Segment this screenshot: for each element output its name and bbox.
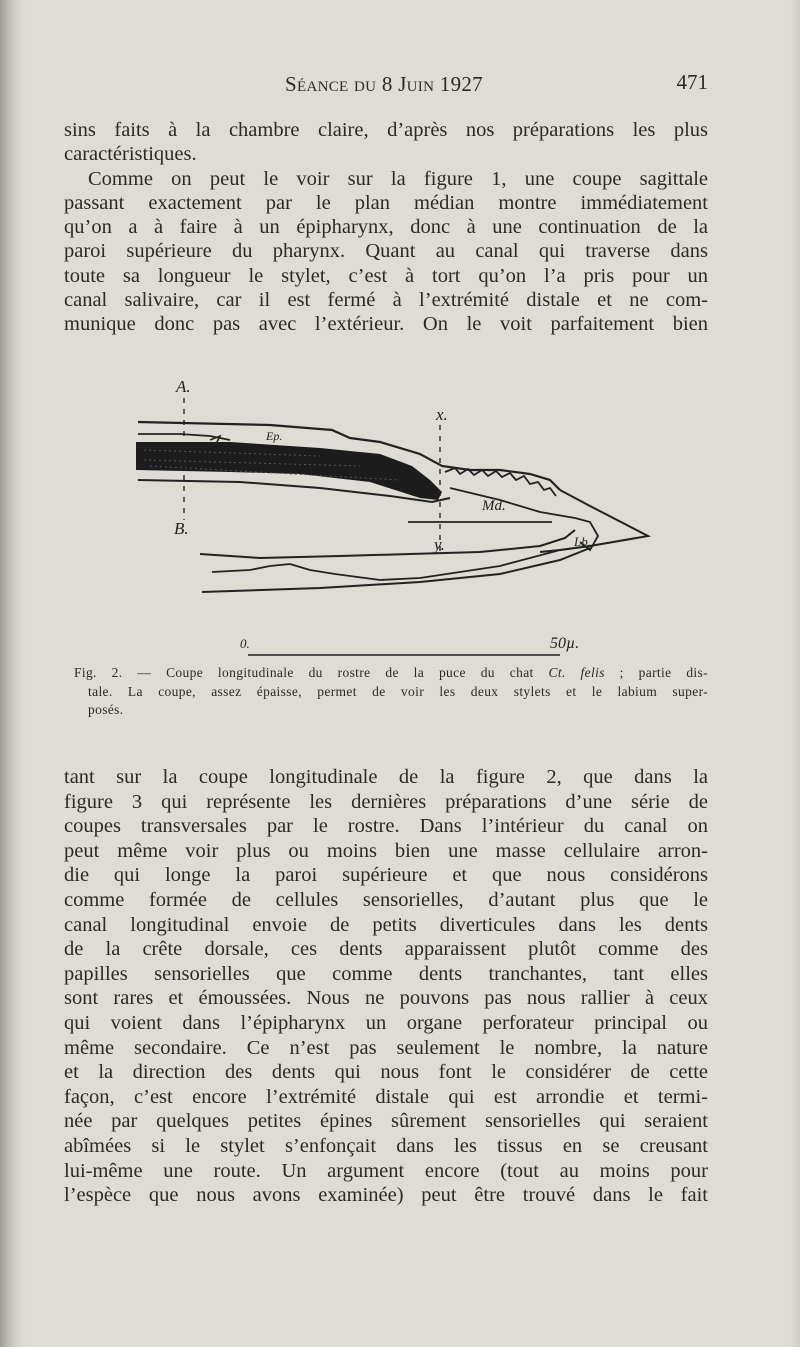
- text-line: lui-même une route. Un argument encore (tout au moins pour: [64, 1159, 708, 1182]
- text-line: caractéristiques.: [64, 143, 197, 166]
- text-line: même secondaire. Ce n’est pas seulement le nombre, la nature: [64, 1036, 708, 1059]
- text-line: figure 3 qui représente les dernières préparations d’une série de: [64, 790, 708, 813]
- label-md: Md.: [482, 498, 506, 514]
- text-line: peut même voir plus ou moins bien une masse cellulaire arron-: [64, 839, 708, 862]
- figure-caption: [74, 664, 708, 720]
- page-number: 471: [676, 70, 708, 94]
- paragraph-bottom: [64, 765, 708, 1208]
- text-line: tant sur la coupe longitudinale de la figure 2, que dans la: [64, 766, 708, 788]
- text-line: l’espèce que nous avons examinée) peut être trouvé dans le fait: [64, 1184, 708, 1207]
- text-line: née par quelques petites épines sûrement sensorielles qui seraient: [64, 1110, 708, 1133]
- labium-lower-line: [212, 546, 590, 580]
- text-line: papilles sensorielles que comme dents tranchantes, tant elles: [64, 962, 708, 985]
- dorsal-crest-teeth: [445, 468, 556, 496]
- caption-text-b: ; partie dis-: [604, 665, 708, 680]
- text-line: munique donc pas avec l’extérieur. On le voit parfaitement bien: [64, 313, 708, 336]
- labium-upper-line: [200, 530, 575, 558]
- page-edge: [790, 0, 800, 1347]
- text-line: et la direction des dents qui nous font le considérer de cette: [64, 1061, 708, 1084]
- text-line: de la crête dorsale, ces dents apparaissent plutôt comme des: [64, 938, 708, 961]
- text-line: paroi supérieure du pharynx. Quant au canal qui traverse dans: [64, 240, 708, 263]
- figure-2-drawing: [120, 370, 680, 660]
- text-line: sont rares et émoussées. Nous ne pouvons pas nous rallier à ceux: [64, 987, 708, 1010]
- text-line: canal salivaire, car il est fermé à l’extrémité distale et ne com-: [64, 289, 708, 312]
- text-line: canal longitudinal envoie de petits diverticules dans les dents: [64, 913, 708, 936]
- text-line: coupes transversales par le rostre. Dans l’intérieur du canal on: [64, 815, 708, 838]
- label-ep: Ep.: [266, 429, 283, 443]
- binding-shadow: [0, 0, 26, 1347]
- caption-fig-label: Fig. 2.: [74, 665, 123, 680]
- label-a: A.: [176, 377, 191, 396]
- running-head: [60, 70, 708, 100]
- label-y: y.: [434, 535, 445, 554]
- label-x: x.: [436, 405, 448, 424]
- text-line: abîmées si le stylet s’enfonçait dans les tissus en se creusant: [64, 1134, 708, 1157]
- label-scale-zero: 0.: [240, 636, 250, 651]
- text-line: toute sa longueur le stylet, c’est à tort qu’on l’a pris pour un: [64, 264, 708, 287]
- caption-text-a: Coupe longitudinale du rostre de la puce du chat: [166, 665, 549, 680]
- running-title: Séance du 8 Juin 1927: [285, 72, 483, 96]
- text-line: qui voient dans l’épipharynx un organe perforateur principal ou: [64, 1011, 708, 1034]
- label-b: B.: [174, 519, 189, 538]
- rostrum-section-illustration: [120, 370, 680, 660]
- caption-line: [74, 664, 708, 683]
- canal-cellular-mass: [136, 442, 442, 500]
- text-line: Comme on peut le voir sur la figure 1, une coupe sagittale: [88, 167, 708, 190]
- text-line: façon, c’est encore l’extrémité distale qui est arrondie et termi-: [64, 1085, 708, 1108]
- paragraph-top: [64, 118, 708, 337]
- text-line: sins faits à la chambre claire, d’après nos préparations les plus: [64, 119, 708, 141]
- text-line: die qui longe la paroi supérieure et que nous considérons: [64, 864, 708, 887]
- caption-line: posés.: [88, 702, 124, 717]
- label-lb: Lb.: [574, 534, 591, 549]
- text-line: qu’on a à faire à un épipharynx, donc à une continuation de la: [64, 216, 708, 239]
- text-line: comme formée de cellules sensorielles, d’autant plus que le: [64, 888, 708, 911]
- caption-species: Ct. felis: [548, 665, 605, 680]
- caption-line: tale. La coupe, assez épaisse, permet de voir les deux stylets et le labium super-: [88, 683, 708, 699]
- text-line: passant exactement par le plan médian montre immédiatement: [64, 191, 708, 214]
- caption-dash: —: [122, 665, 167, 680]
- label-scale-end: 50µ.: [550, 635, 580, 652]
